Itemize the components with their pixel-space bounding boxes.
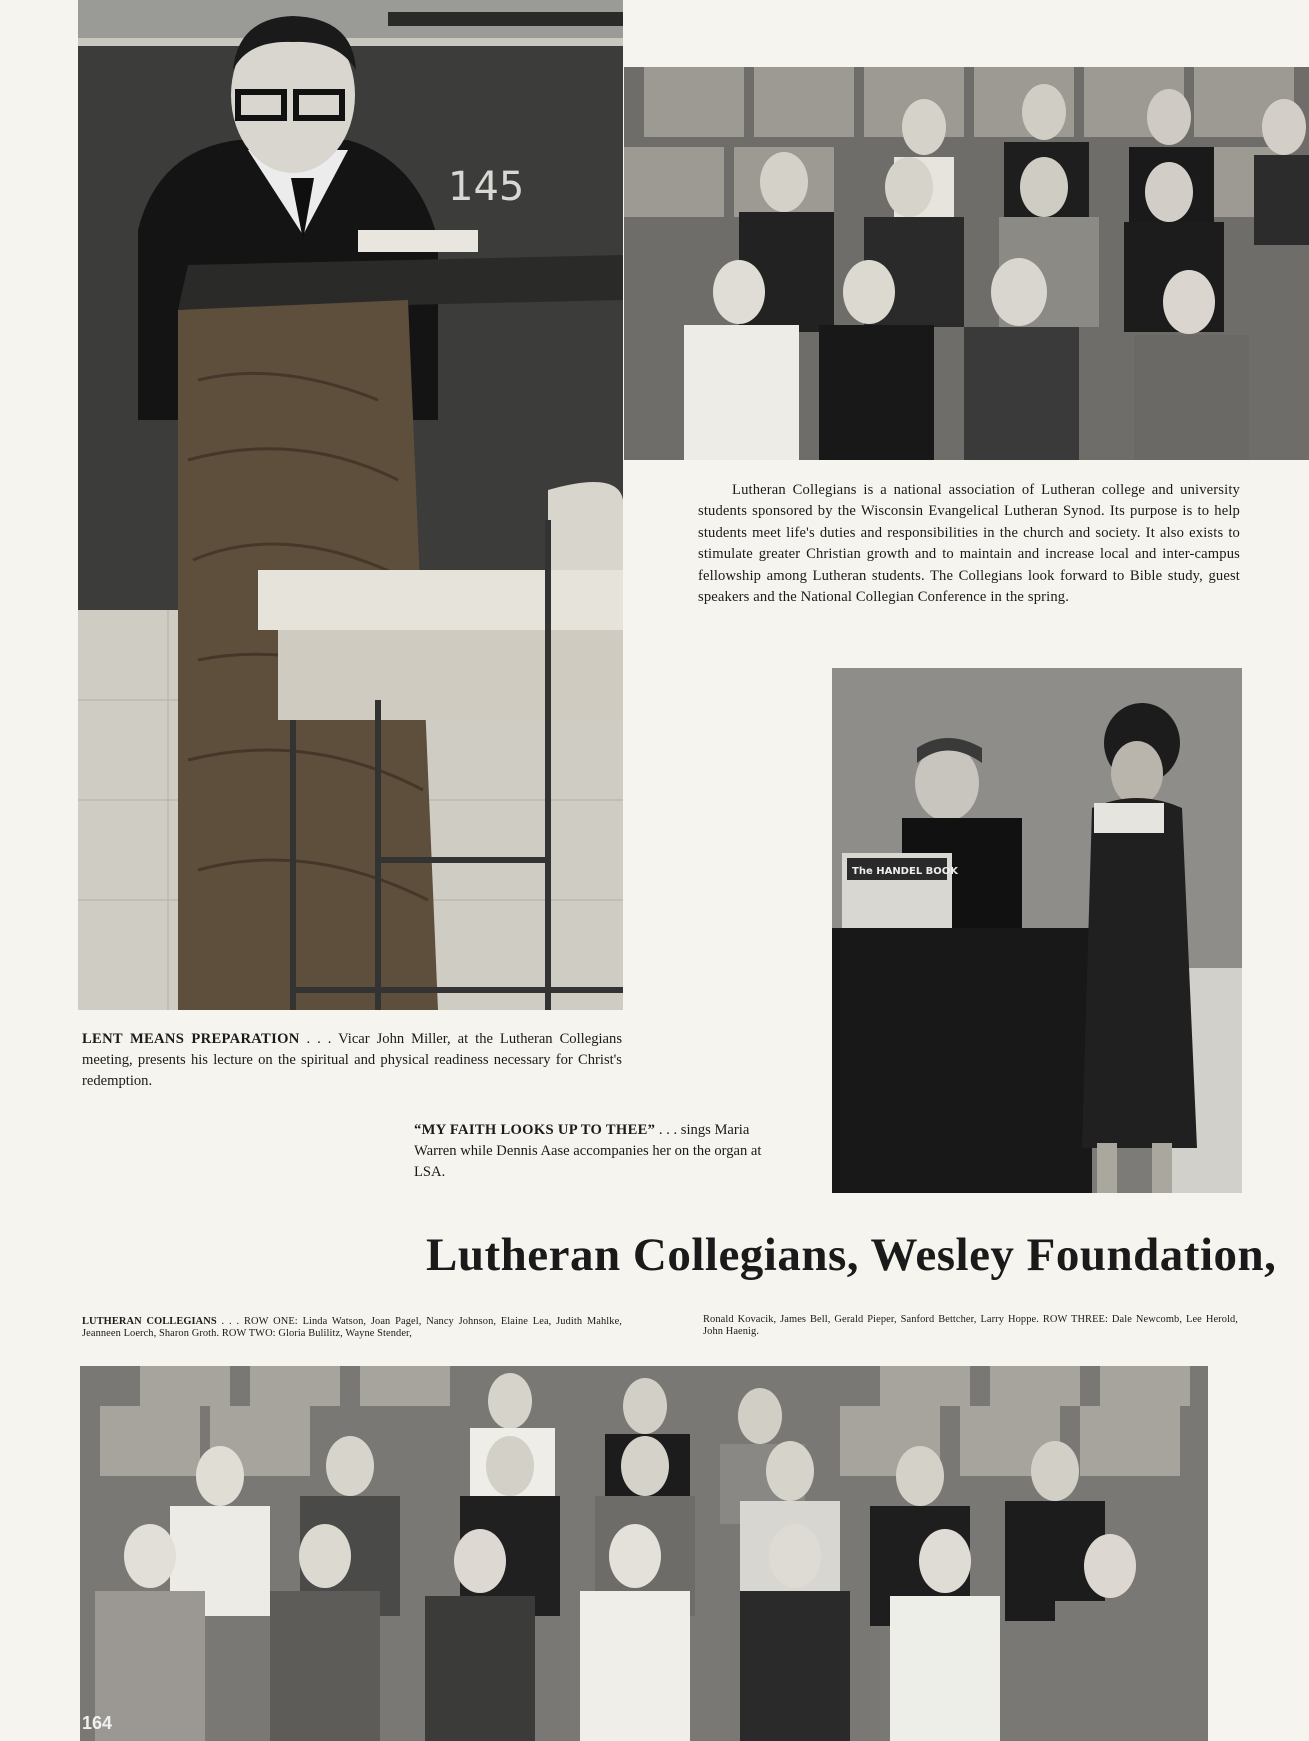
caption-lent bbox=[82, 1029, 622, 1092]
photo-vicar-lectern bbox=[78, 0, 623, 1010]
caption-lent-lead: LENT MEANS PREPARATION bbox=[82, 1031, 300, 1047]
chalk-number: 145 bbox=[448, 164, 525, 210]
caption-faith-text: . . . sings Maria Warren while Dennis Aase accompanies her on the organ at LSA. bbox=[414, 1122, 762, 1180]
photo-group-seated bbox=[624, 67, 1309, 460]
caption-faith-lead: “MY FAITH LOOKS UP TO THEE” bbox=[414, 1122, 656, 1138]
page-headline: Lutheran Collegians, Wesley Foundation, bbox=[426, 1229, 1277, 1281]
caption-lent-text: . . . Vicar John Miller, at the Lutheran Collegians meeting, presents his lecture on the spiritual and physical readiness necessary for Christ's redemption. bbox=[82, 1031, 622, 1089]
page-number: 164 bbox=[82, 1713, 113, 1733]
club-description: Lutheran Collegians is a national association of Lutheran college and university students sponsored by the Wisconsin Evangelical Lutheran Synod. Its purpose is to help students meet life's duties and responsibilities in the church and society. It also exists to stimulate greater Christian growth and to maintain and increase local and inter-campus fellowship among Lutheran students. The Collegians look forward to Bible study, guest speakers and the National Collegian Conference in the spring. bbox=[698, 482, 1240, 606]
roster-left-text: . . . ROW ONE: Linda Watson, Joan Pagel, Nancy Johnson, Elaine Lea, Judith Mahlke, Jeanneen Loerch, Sharon Groth. ROW TWO: Gloria Bulilitz, Wayne Stender, bbox=[82, 1316, 622, 1339]
caption-faith bbox=[414, 1120, 790, 1183]
photo-lutheran-collegians bbox=[80, 1366, 1208, 1741]
organ-book-title: The HANDEL BOOK bbox=[852, 866, 959, 877]
roster-lead: LUTHERAN COLLEGIANS bbox=[82, 1316, 217, 1327]
roster-right: Ronald Kovacik, James Bell, Gerald Pieper, Sanford Bettcher, Larry Hoppe. ROW THREE: Dale Newcomb, Lee Herold, John Haenig. bbox=[703, 1314, 1238, 1337]
roster-left bbox=[82, 1316, 622, 1340]
photo-singer-organist bbox=[832, 668, 1242, 1193]
